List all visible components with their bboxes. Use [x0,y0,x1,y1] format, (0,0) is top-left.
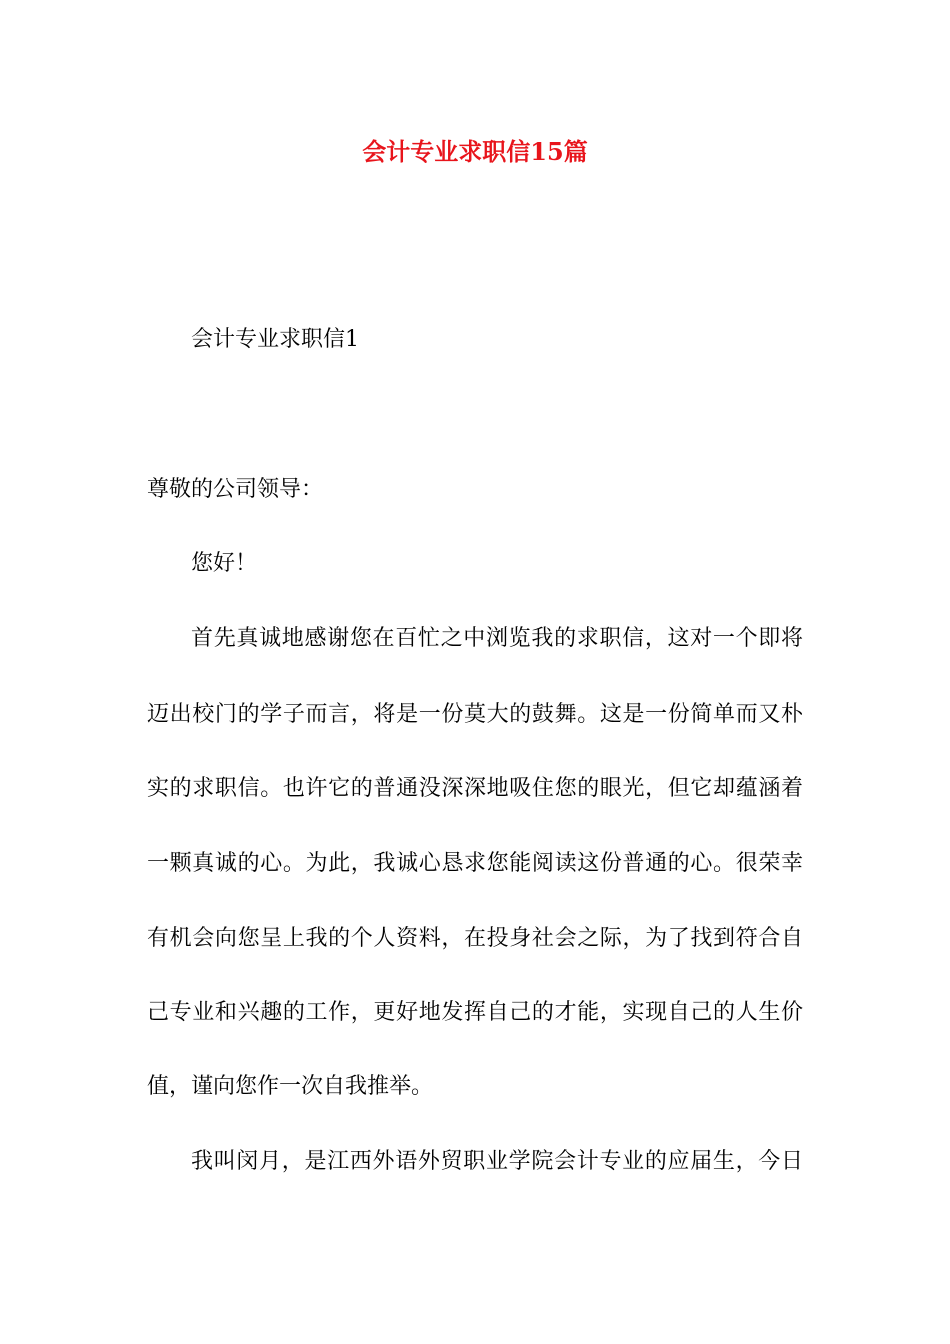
paragraph-line: 己专业和兴趣的工作，更好地发挥自己的才能，实现自己的人生价 [147,1000,803,1025]
paragraph-line: 首先真诚地感谢您在百忙之中浏览我的求职信，这对一个即将 [191,626,803,651]
document-title: 会计专业求职信15篇 [362,137,588,166]
greeting: 您好！ [191,551,258,576]
paragraph-line: 实的求职信。也许它的普通没深深地吸住您的眼光，但它却蕴涵着 [147,776,803,801]
paragraph-line: 值，谨向您作一次自我推举。 [147,1074,434,1099]
paragraph-line: 一颗真诚的心。为此，我诚心恳求您能阅读这份普通的心。很荣幸 [147,851,803,876]
paragraph-line: 有机会向您呈上我的个人资料，在投身社会之际，为了找到符合自 [147,926,803,951]
paragraph-line: 迈出校门的学子而言，将是一份莫大的鼓舞。这是一份简单而又朴 [147,702,803,727]
section-heading: 会计专业求职信1 [191,327,359,352]
salutation: 尊敬的公司领导： [147,477,324,502]
paragraph-line: 我叫闵月，是江西外语外贸职业学院会计专业的应届生，今日 [191,1149,803,1174]
